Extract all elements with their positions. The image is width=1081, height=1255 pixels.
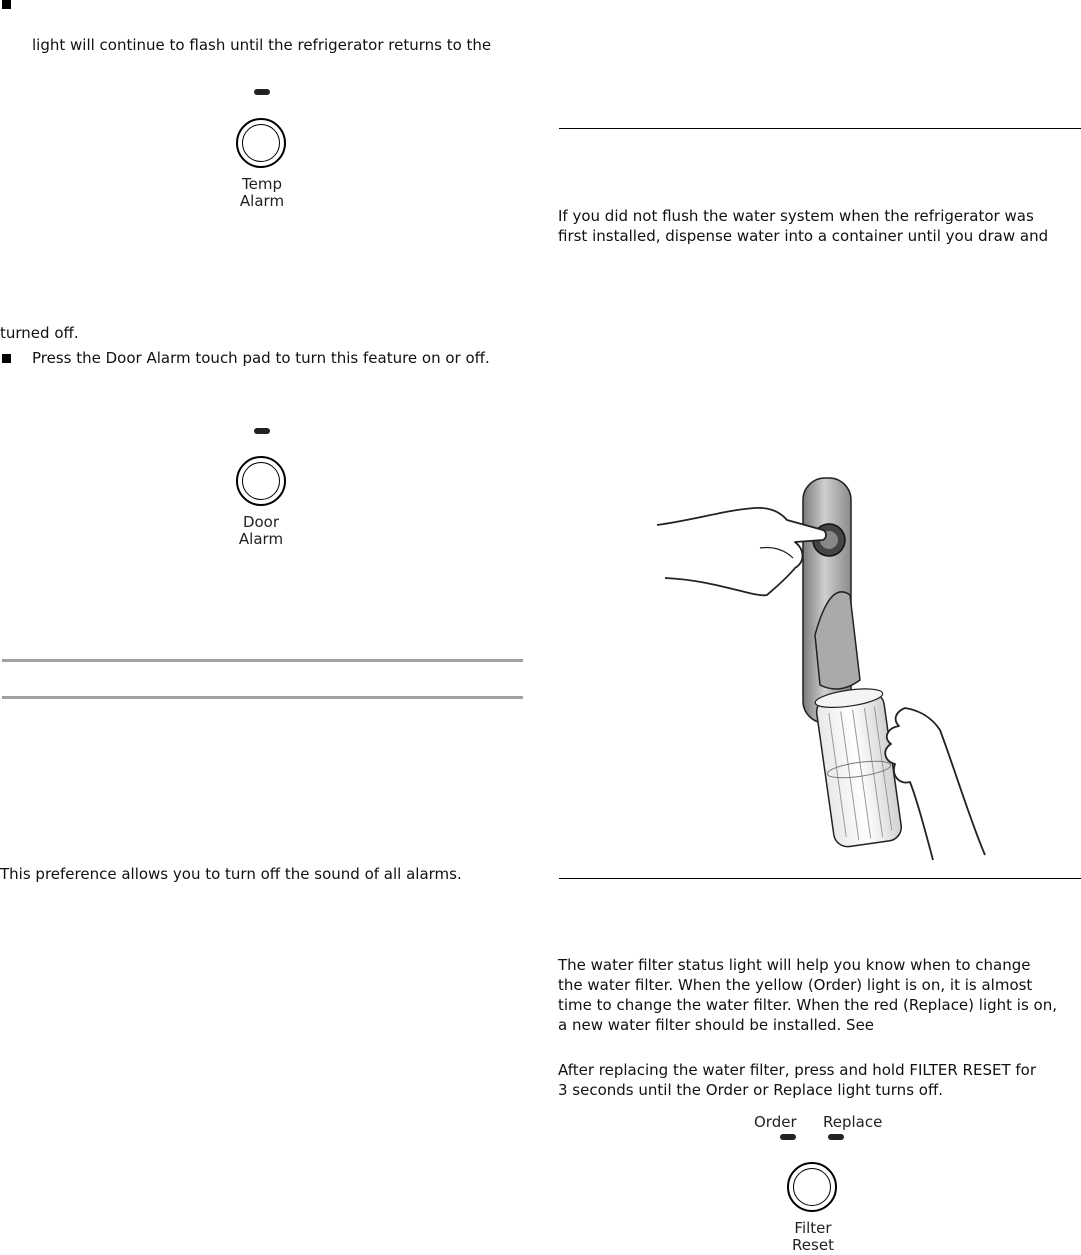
reset-line-1: After replacing the water filter, press and hold FILTER RESET for [558, 1061, 1037, 1079]
door-alarm-button[interactable] [236, 456, 286, 506]
paragraph-flash: light will continue to flash until the refrigerator returns to the [32, 36, 492, 54]
section-divider [2, 696, 523, 699]
replace-indicator-light [828, 1134, 844, 1140]
status-line-2: the water filter. When the yellow (Order) light is on, it is almost [558, 976, 1033, 994]
reset-line-2: 3 seconds until the Order or Replace light turns off. [558, 1081, 944, 1099]
bullet-square-icon [2, 0, 11, 9]
filter-reset-button[interactable] [787, 1162, 837, 1212]
order-light-label: Order [754, 1113, 797, 1131]
temp-alarm-button[interactable] [236, 118, 286, 168]
status-line-1: The water filter status light will help you know when to change [558, 956, 1031, 974]
temp-alarm-label: Temp Alarm [239, 175, 285, 210]
order-indicator-light [780, 1134, 796, 1140]
section-divider [559, 878, 1081, 879]
bullet-door-alarm: Press the Door Alarm touch pad to turn this feature on or off. [32, 349, 490, 367]
status-line-4: a new water filter should be installed. See [558, 1016, 875, 1034]
bullet-square-icon [2, 354, 11, 363]
replace-light-label: Replace [823, 1113, 883, 1131]
temp-alarm-indicator-light [254, 89, 270, 95]
door-alarm-label: Door Alarm [238, 513, 284, 548]
water-dispenser-illustration [655, 470, 1000, 865]
door-alarm-indicator-light [254, 428, 270, 434]
section-divider [559, 128, 1081, 129]
paragraph-turned-off: turned off. [0, 324, 79, 342]
filter-reset-label: Filter Reset [792, 1219, 834, 1254]
flush-line-2: first installed, dispense water into a container until you draw and [558, 227, 1049, 245]
section-divider [2, 659, 523, 662]
status-line-3: time to change the water filter. When the red (Replace) light is on, [558, 996, 1057, 1014]
flush-line-1: If you did not flush the water system when the refrigerator was [558, 207, 1034, 225]
paragraph-preference: This preference allows you to turn off the sound of all alarms. [0, 865, 462, 883]
